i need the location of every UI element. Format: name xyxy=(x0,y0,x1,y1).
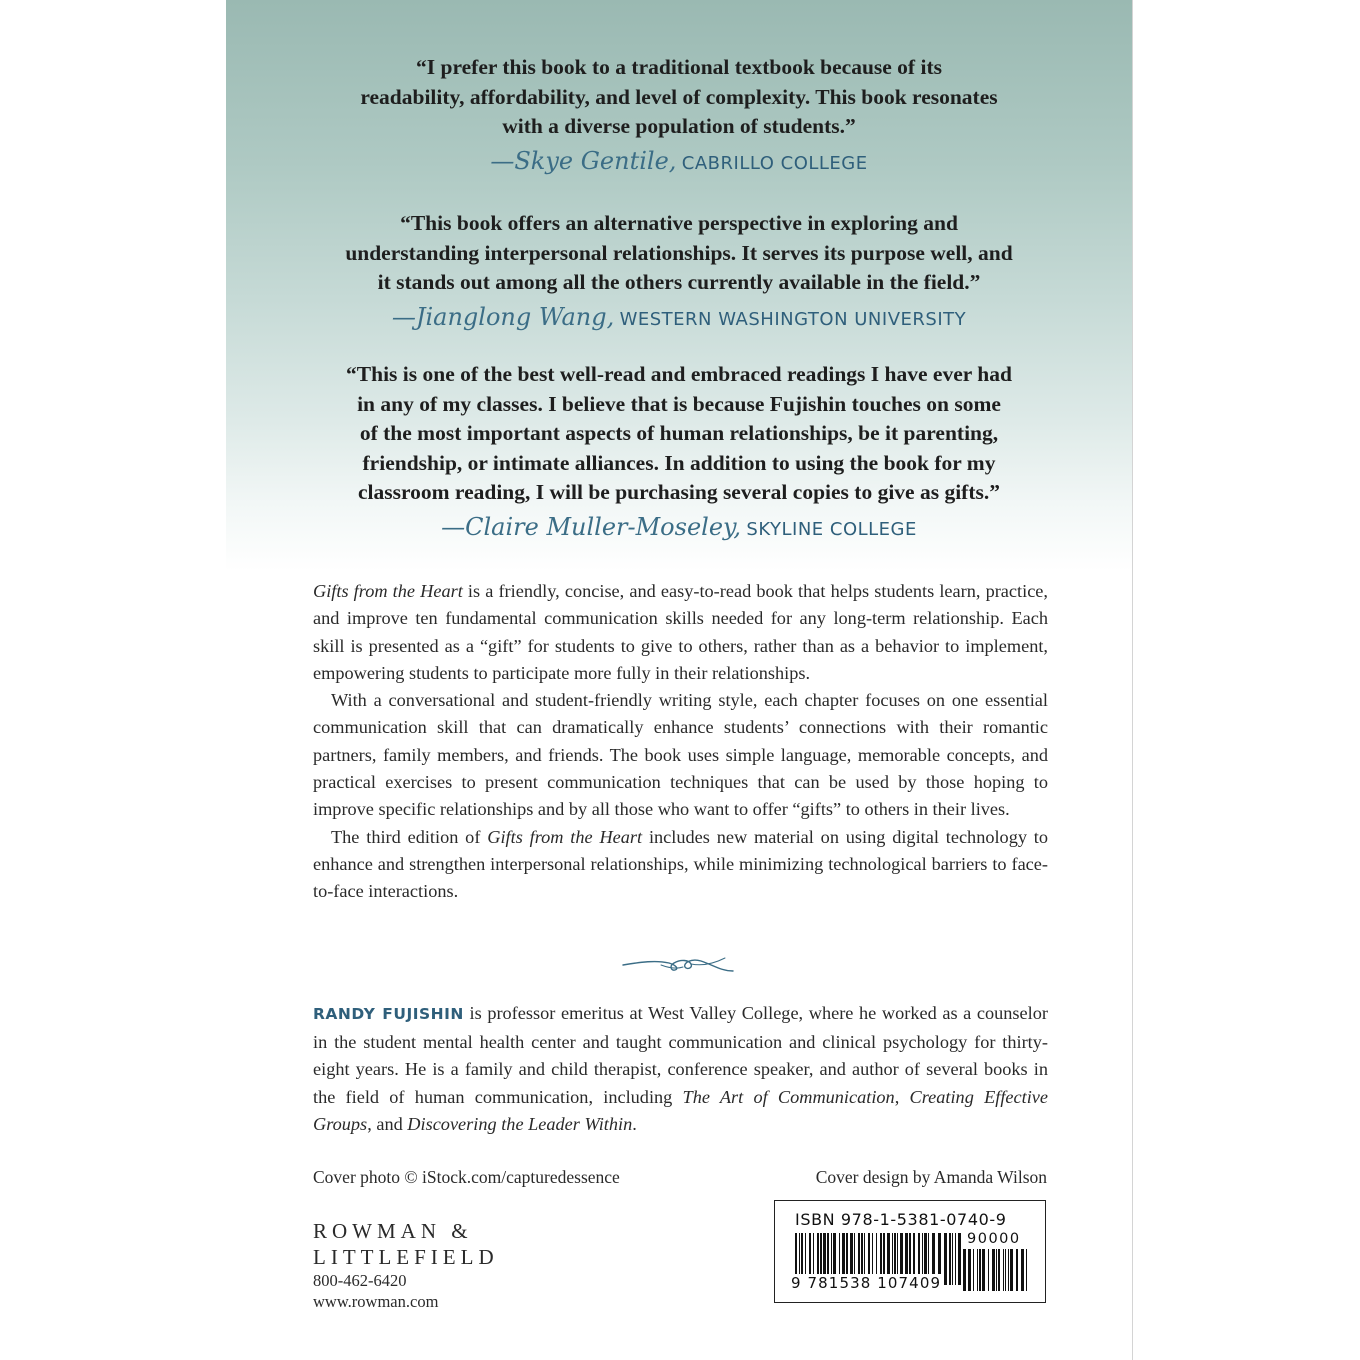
barcode-bar xyxy=(968,1249,971,1291)
back-cover xyxy=(226,0,1132,1360)
testimonial-line: readability, affordability, and level of complexity. This book resonates xyxy=(360,84,998,109)
description-text: The third edition of xyxy=(331,826,488,847)
barcode-digits: 9 781538 107409 xyxy=(791,1274,942,1292)
barcode-bar xyxy=(1026,1249,1027,1291)
publisher-website: www.rowman.com xyxy=(313,1292,439,1311)
book-title: The Art of Communication xyxy=(682,1086,895,1107)
author-name: RANDY FUJISHIN xyxy=(313,1005,464,1023)
description-paragraph-2: With a conversational and student-friendly writing style, each chapter focuses on one essential communication skill that can dramatically enhance students’ connections with their romantic partners, family members, and friends. The book uses simple language, memorable concepts, and practical exercises to present communication techniques that can be used by those hoping to improve specific relationships and by all those who want to offer “gifts” to others in their lives. xyxy=(313,690,1048,820)
testimonial-attribution xyxy=(226,510,1132,547)
isbn-barcode xyxy=(774,1200,1046,1303)
testimonial-line: understanding interpersonal relationships. It serves its purpose well, and xyxy=(345,240,1013,265)
book-description xyxy=(313,578,1048,906)
testimonial-line: of the most important aspects of human relationships, be it parenting, xyxy=(359,421,999,445)
reviewer-institution: SKYLINE COLLEGE xyxy=(746,518,917,540)
description-text: is a friendly, concise, and easy-to-read book that helps students learn, practice, and improve ten fundamental communication skills needed for any long-term relationship. Each skill is presented as a “gift” for students to give to others, rather than as a behavior to implement, empowering students to participate more fully in their relationships. xyxy=(313,581,1048,683)
testimonial-line: with a diverse population of students.” xyxy=(502,114,856,138)
reviewer-name: —Jianglong Wang, xyxy=(391,302,615,331)
flourish-ornament-icon xyxy=(621,947,741,983)
barcode-bar xyxy=(963,1249,966,1291)
barcode-bar xyxy=(977,1249,978,1291)
barcode-bar xyxy=(973,1249,974,1291)
reviewer-name: —Claire Muller-Moseley, xyxy=(441,512,742,541)
testimonial-line: in any of my classes. I believe that is because Fujishin touches on some xyxy=(357,391,1001,416)
barcode-bar xyxy=(998,1249,1000,1291)
barcode-bar xyxy=(996,1249,997,1291)
book-title: Gifts from the Heart xyxy=(313,581,463,601)
testimonial-line: “I prefer this book to a traditional textbook because of its xyxy=(416,55,942,79)
barcode-bar xyxy=(1010,1249,1013,1291)
testimonial-2 xyxy=(226,209,1132,337)
bio-text: , xyxy=(894,1086,910,1107)
cover-photo-credit: Cover photo © iStock.com/capturedessence xyxy=(313,1167,620,1187)
barcode-bar xyxy=(944,1233,947,1285)
cover-design-credit: Cover design by Amanda Wilson xyxy=(815,1167,1047,1187)
reviewer-institution: CABRILLO COLLEGE xyxy=(681,152,868,174)
spine-fold-line xyxy=(1132,0,1133,1360)
barcode-addon-digits: 90000 xyxy=(967,1231,1021,1247)
barcode-bar xyxy=(1021,1249,1024,1291)
book-title: Discovering the Leader Within xyxy=(407,1114,633,1134)
publisher-block xyxy=(313,1218,499,1312)
barcode-bar xyxy=(1008,1249,1009,1291)
testimonial-line: “This book offers an alternative perspective in exploring and xyxy=(400,211,958,235)
barcode-bar xyxy=(1005,1249,1006,1291)
barcode-bar xyxy=(979,1249,981,1291)
testimonial-line: it stands out among all the others currently available in the field.” xyxy=(377,270,981,294)
bio-text: is professor emeritus at West Valley College, where he worked as a counselor in the student mental health center and taught communication and clinical psychology for thirty-eight years. He is a family and child therapist, conference speaker, and author of several books in the field of human communication, including xyxy=(313,1003,1048,1107)
barcode-bar xyxy=(952,1233,953,1285)
publisher-logo-line-2: LITTLEFIELD xyxy=(313,1245,499,1269)
description-paragraph-3 xyxy=(313,824,1048,906)
description-text: includes new material on using digital technology to enhance and strengthen interpersonal relationships, while minimizing technological barriers to face-to-face interactions. xyxy=(313,826,1049,902)
testimonial-line: friendship, or intimate alliances. In addition to using the book for my xyxy=(362,450,996,475)
testimonial-line: classroom reading, I will be purchasing several copies to give as gifts.” xyxy=(357,480,1000,504)
book-title: Gifts from the Heart xyxy=(487,826,643,847)
bio-text: , and xyxy=(367,1114,408,1134)
testimonial-line: “This is one of the best well-read and embraced readings I have ever had xyxy=(346,362,1012,386)
description-paragraph-1 xyxy=(313,578,1048,687)
testimonial-1 xyxy=(226,53,1132,181)
barcode-bars-addon xyxy=(963,1249,1027,1291)
testimonial-attribution xyxy=(226,300,1132,337)
reviewer-institution: WESTERN WASHINGTON UNIVERSITY xyxy=(619,308,967,330)
bio-text: . xyxy=(632,1114,637,1134)
publisher-phone: 800-462-6420 xyxy=(313,1271,407,1290)
reviewer-name: —Skye Gentile, xyxy=(490,146,677,175)
testimonial-3 xyxy=(226,360,1132,547)
author-bio xyxy=(313,1000,1048,1139)
barcode-bar xyxy=(1016,1249,1018,1291)
barcode-bar xyxy=(982,1249,985,1291)
barcode-bar xyxy=(949,1233,951,1285)
book-title: Creating Effective Groups xyxy=(313,1086,1049,1134)
barcode-bar xyxy=(1003,1249,1004,1291)
testimonial-attribution xyxy=(226,144,1132,181)
isbn-label: ISBN 978-1-5381-0740-9 xyxy=(795,1210,1007,1229)
barcode-bar xyxy=(988,1249,989,1291)
barcode-bar xyxy=(958,1233,961,1285)
barcode-bar xyxy=(955,1233,956,1285)
publisher-logo-line-1: ROWMAN & xyxy=(313,1219,473,1243)
barcode-bar xyxy=(992,1249,995,1291)
